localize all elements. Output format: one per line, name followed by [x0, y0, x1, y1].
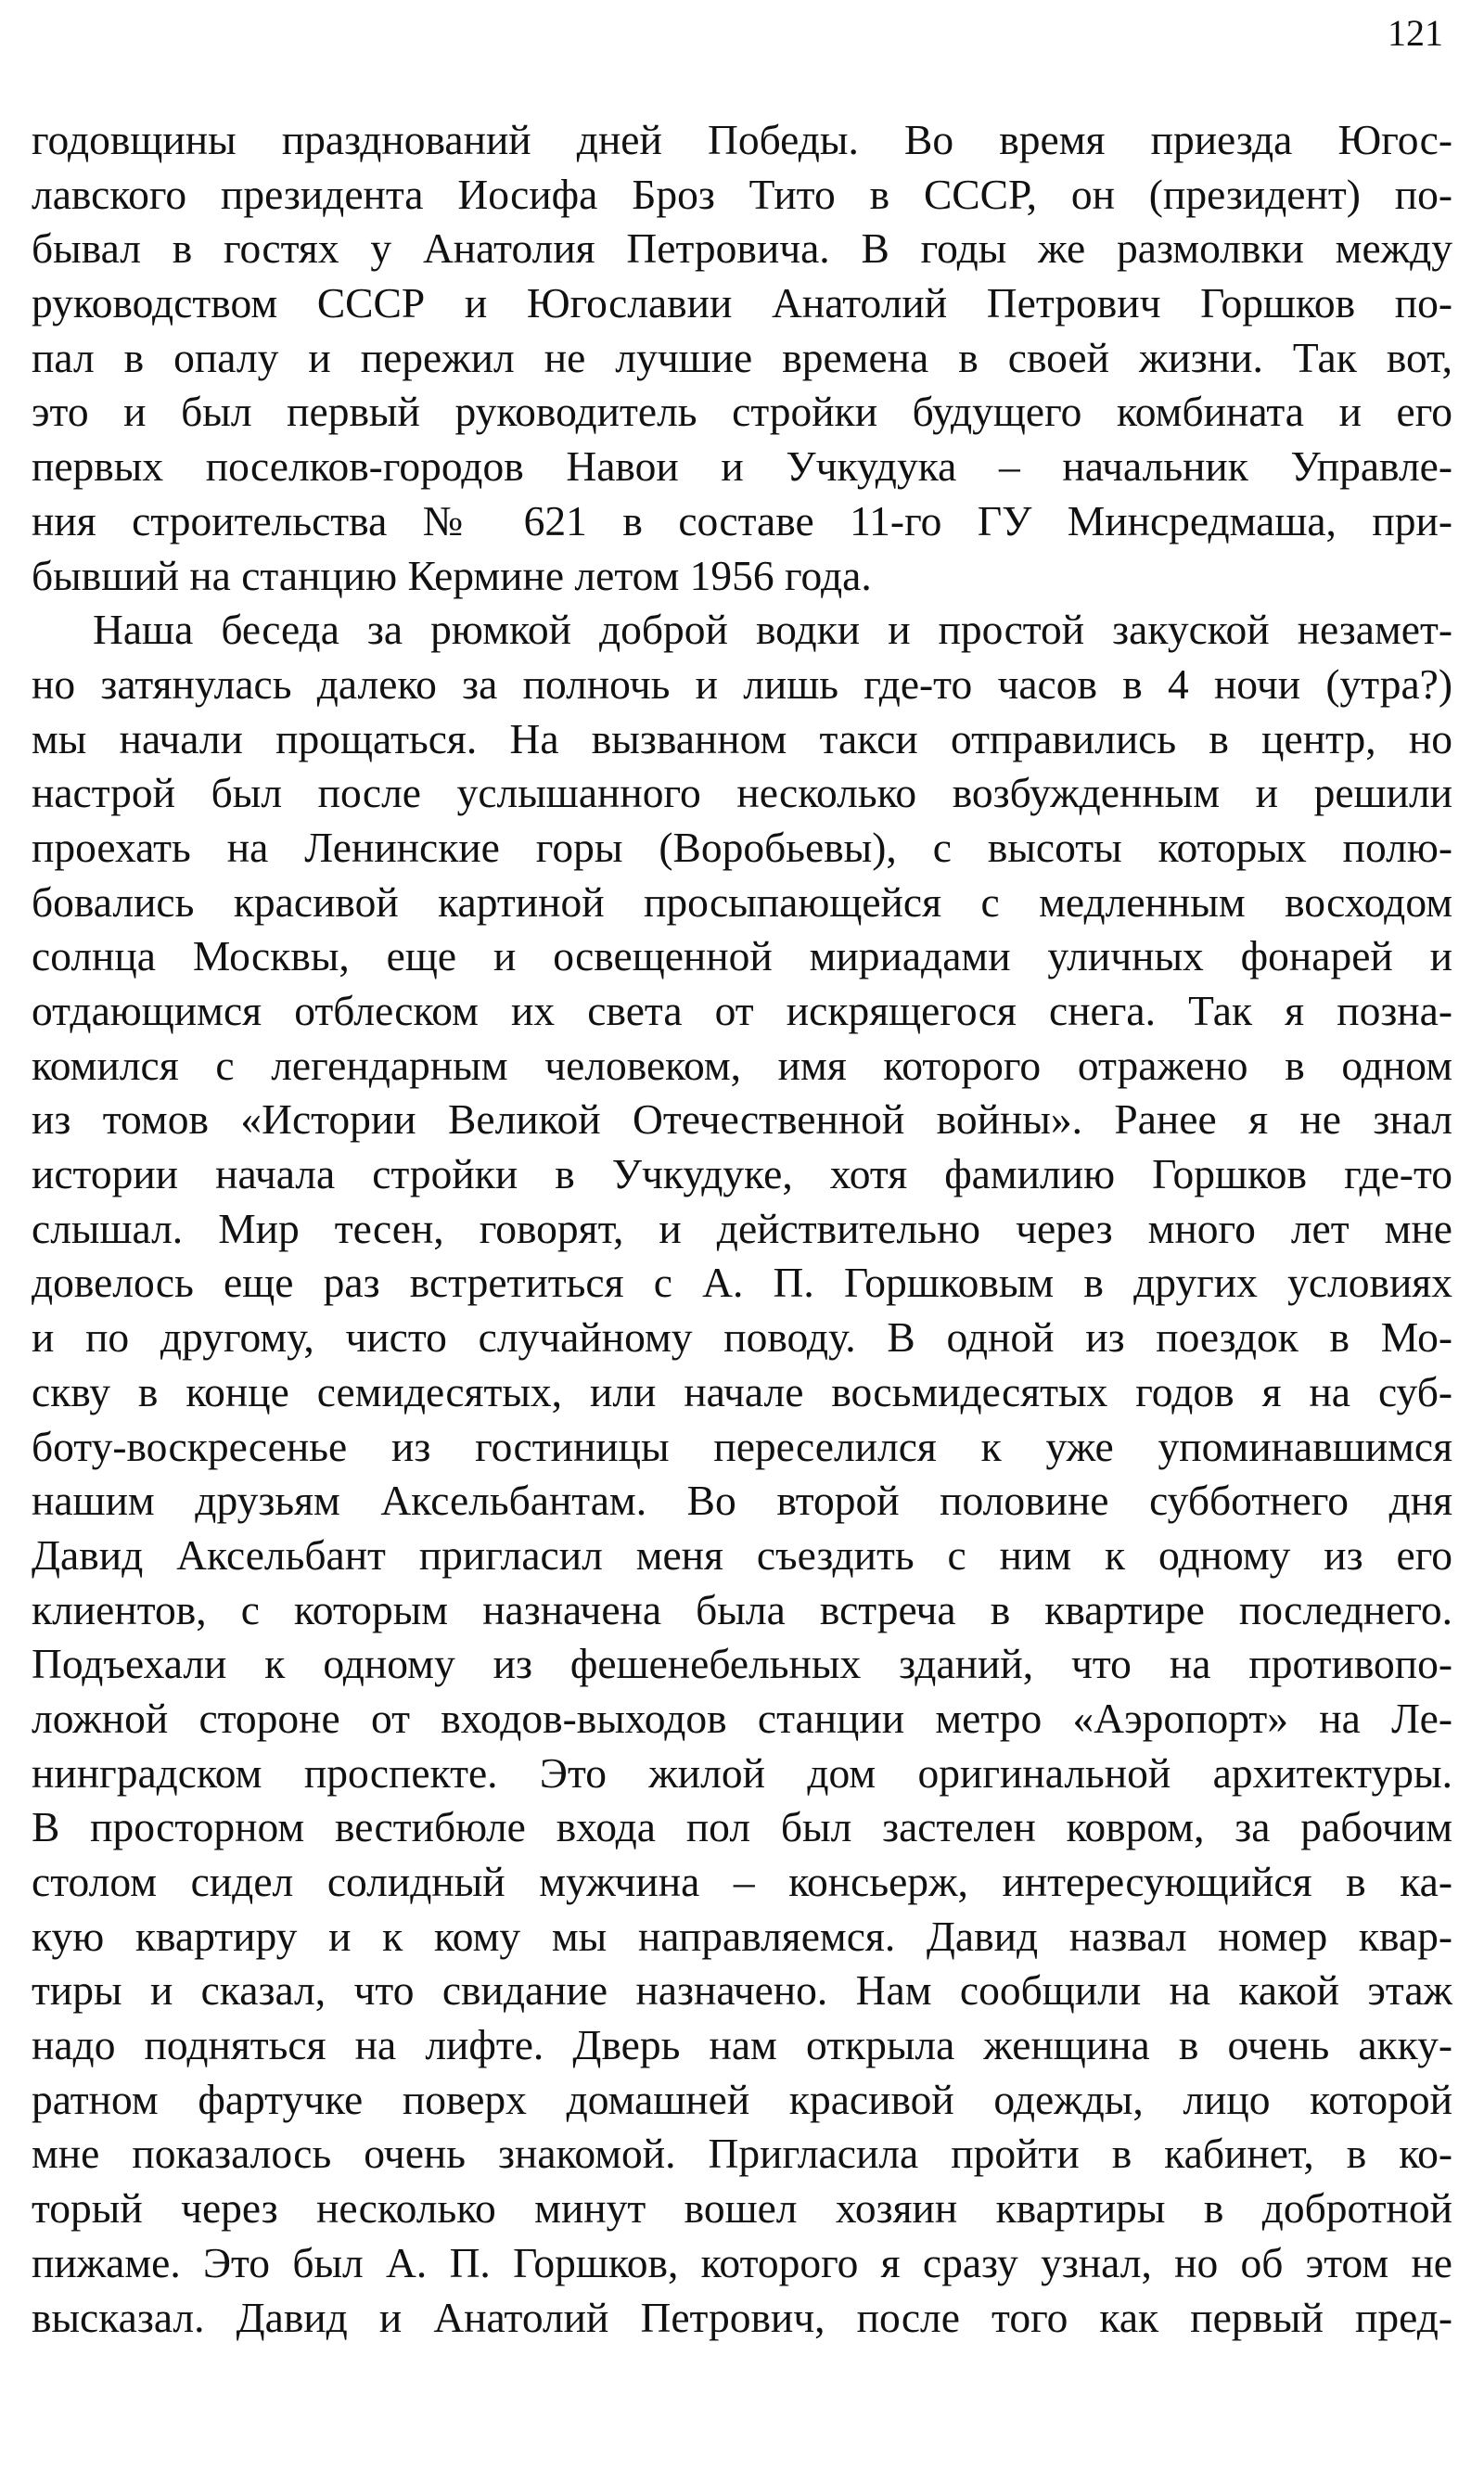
text-line: годовщины празднований дней Победы. Во время приезда Югос-	[32, 116, 1452, 163]
body-text	[32, 113, 1452, 2345]
text-line: нашим друзьям Аксельбантам. Во второй половине субботнего дня	[32, 1477, 1452, 1525]
text-line: мы начали прощаться. На вызванном такси отправились в центр, но	[32, 714, 1452, 762]
text-line: отдающимся отблеском их света от искрящегося снега. Так я позна-	[32, 987, 1452, 1034]
text-line: Подъехали к одному из фешенебельных зданий, что на противопо-	[32, 1640, 1452, 1688]
text-line: пал в опалу и пережил не лучшие времена в своей жизни. Так вот,	[32, 333, 1452, 381]
text-line: столом сидел солидный мужчина – консьерж, интересующийся в ка-	[32, 1858, 1452, 1905]
text-line: комился с легендарным человеком, имя которого отражено в одном	[32, 1041, 1452, 1089]
text-line: настрой был после услышанного несколько возбужденным и решили	[32, 769, 1452, 817]
text-line: это и был первый руководитель стройки будущего комбината и его	[32, 388, 1452, 436]
text-line: ложной стороне от входов-выходов станции метро «Аэропорт» на Ле-	[32, 1694, 1452, 1742]
text-line: но затянулась далеко за полночь и лишь где-то часов в 4 ночи (утра?)	[32, 659, 1452, 708]
page-number: 121	[1388, 12, 1443, 54]
text-line: скву в конце семидесятых, или начале восьмидесятых годов я на суб-	[32, 1367, 1452, 1415]
text-line: пижаме. Это был А. П. Горшков, которого я сразу узнал, но об этом не	[32, 2238, 1452, 2286]
text-line: лавского президента Иосифа Броз Тито в СССР, он (президент) по-	[32, 170, 1452, 218]
text-line: тиры и сказал, что свидание назначено. Нам сообщили на какой этаж	[32, 1966, 1452, 2015]
text-line: слышал. Мир тесен, говорят, и действительно через много лет мне	[32, 1204, 1452, 1252]
text-line: из томов «Истории Великой Отечественной войны». Ранее я не знал	[32, 1095, 1452, 1144]
text-line: довелось еще раз встретиться с А. П. Горшковым в других условиях	[32, 1259, 1452, 1307]
paragraph	[32, 113, 1452, 603]
text-line: надо подняться на лифте. Дверь нам открыла женщина в очень акку-	[32, 2021, 1452, 2069]
text-line: и по другому, чисто случайному поводу. В одной из поездок в Мо-	[32, 1313, 1452, 1362]
text-line: бовались красивой картиной просыпающейся с медленным восходом	[32, 877, 1452, 926]
text-line: боту-воскресенье из гостиницы переселился к уже упоминавшимся	[32, 1422, 1452, 1470]
text-line: кую квартиру и к кому мы направляемся. Давид назвал номер квар-	[32, 1912, 1452, 1960]
text-line: руководством СССР и Югославии Анатолий Петрович Горшков по-	[32, 279, 1452, 327]
text-line: нинградском проспекте. Это жилой дом оригинальной архитектуры.	[32, 1748, 1452, 1797]
text-line: торый через несколько минут вошел хозяин квартиры в добротной	[32, 2184, 1452, 2233]
text-line: проехать на Ленинские горы (Воробьевы), с высоты которых полю-	[32, 823, 1452, 871]
text-line: мне показалось очень знакомой. Пригласила пройти в кабинет, в ко-	[32, 2130, 1452, 2178]
text-line: Давид Аксельбант пригласил меня съездить с ним к одному из его	[32, 1530, 1452, 1579]
text-line: ратном фартучке поверх домашней красивой одежды, лицо которой	[32, 2075, 1452, 2123]
text-line: первых поселков-городов Навои и Учкудука – начальник Управле-	[32, 442, 1452, 491]
text-line: солнца Москвы, еще и освещенной мириадами уличных фонарей и	[32, 932, 1452, 980]
text-line: истории начала стройки в Учкудуке, хотя фамилию Горшков где-то	[32, 1150, 1452, 1198]
text-line: бывший на станцию Кермине летом 1956 года.	[32, 551, 872, 599]
text-line: высказал. Давид и Анатолий Петрович, после того как первый пред-	[32, 2293, 1452, 2341]
text-line: клиентов, с которым назначена была встреча в квартире последнего.	[32, 1585, 1452, 1633]
text-line: Наша беседа за рюмкой доброй водки и простой закуской незамет-	[93, 606, 1452, 654]
text-line: ния строительства № 621 в составе 11-го ГУ Минсредмаша, при-	[32, 496, 1452, 544]
text-line: бывал в гостях у Анатолия Петровича. В годы же размолвки между	[32, 224, 1452, 273]
text-line: В просторном вестибюле входа пол был застелен ковром, за рабочим	[32, 1803, 1452, 1851]
paragraph	[32, 603, 1452, 2345]
